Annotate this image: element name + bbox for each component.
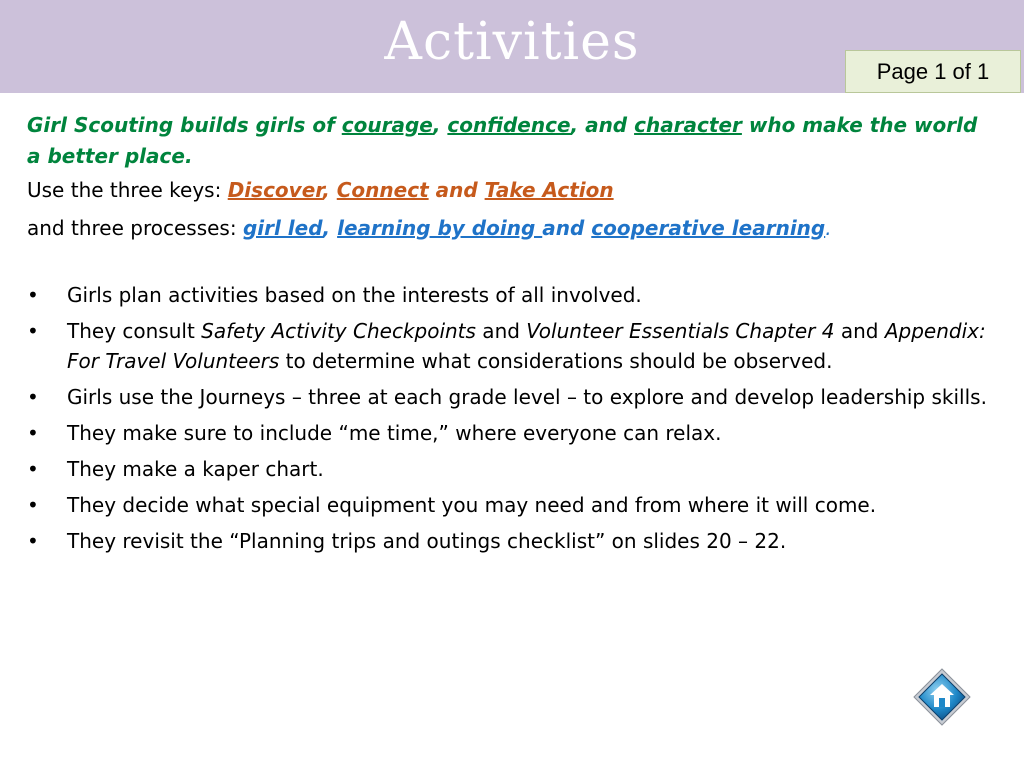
page-title: Activities	[384, 12, 640, 72]
three-keys-line: Use the three keys: Discover, Connect and Take Action	[27, 178, 614, 202]
confidence-text: confidence	[447, 113, 571, 137]
list-item: • They revisit the “Planning trips and outings checklist” on slides 20 – 22.	[27, 526, 1002, 556]
take-action-link[interactable]: Take Action	[484, 178, 614, 202]
home-icon	[912, 667, 972, 727]
home-button[interactable]	[912, 667, 972, 727]
list-item: • They make sure to include “me time,” where everyone can relax.	[27, 418, 1002, 448]
three-processes-line: and three processes: girl led, learning by doing and cooperative learning.	[27, 216, 832, 240]
character-text: character	[634, 113, 742, 137]
discover-link[interactable]: Discover	[227, 178, 323, 202]
connect-link[interactable]: Connect	[336, 178, 429, 202]
list-item: • They consult Safety Activity Checkpoints and Volunteer Essentials Chapter 4 and Appendix: For Travel Volunteers to determine what considerations should be observed.	[27, 316, 1002, 376]
list-item: • They make a kaper chart.	[27, 454, 1002, 484]
intro-paragraph: Girl Scouting builds girls of courage, confidence, and character who make the world a better place.	[27, 113, 978, 168]
courage-text: courage	[341, 113, 433, 137]
learning-by-doing-link[interactable]: learning by doing	[337, 216, 543, 240]
girl-led-link[interactable]: girl led	[242, 216, 323, 240]
cooperative-learning-link[interactable]: cooperative learning	[591, 216, 826, 240]
list-item: • Girls use the Journeys – three at each grade level – to explore and develop leadership skills.	[27, 382, 1002, 412]
list-item: • Girls plan activities based on the interests of all involved.	[27, 280, 1002, 310]
list-item: • They decide what special equipment you may need and from where it will come.	[27, 490, 1002, 520]
page-indicator: Page 1 of 1	[845, 50, 1021, 93]
activity-bullet-list	[27, 280, 1002, 562]
